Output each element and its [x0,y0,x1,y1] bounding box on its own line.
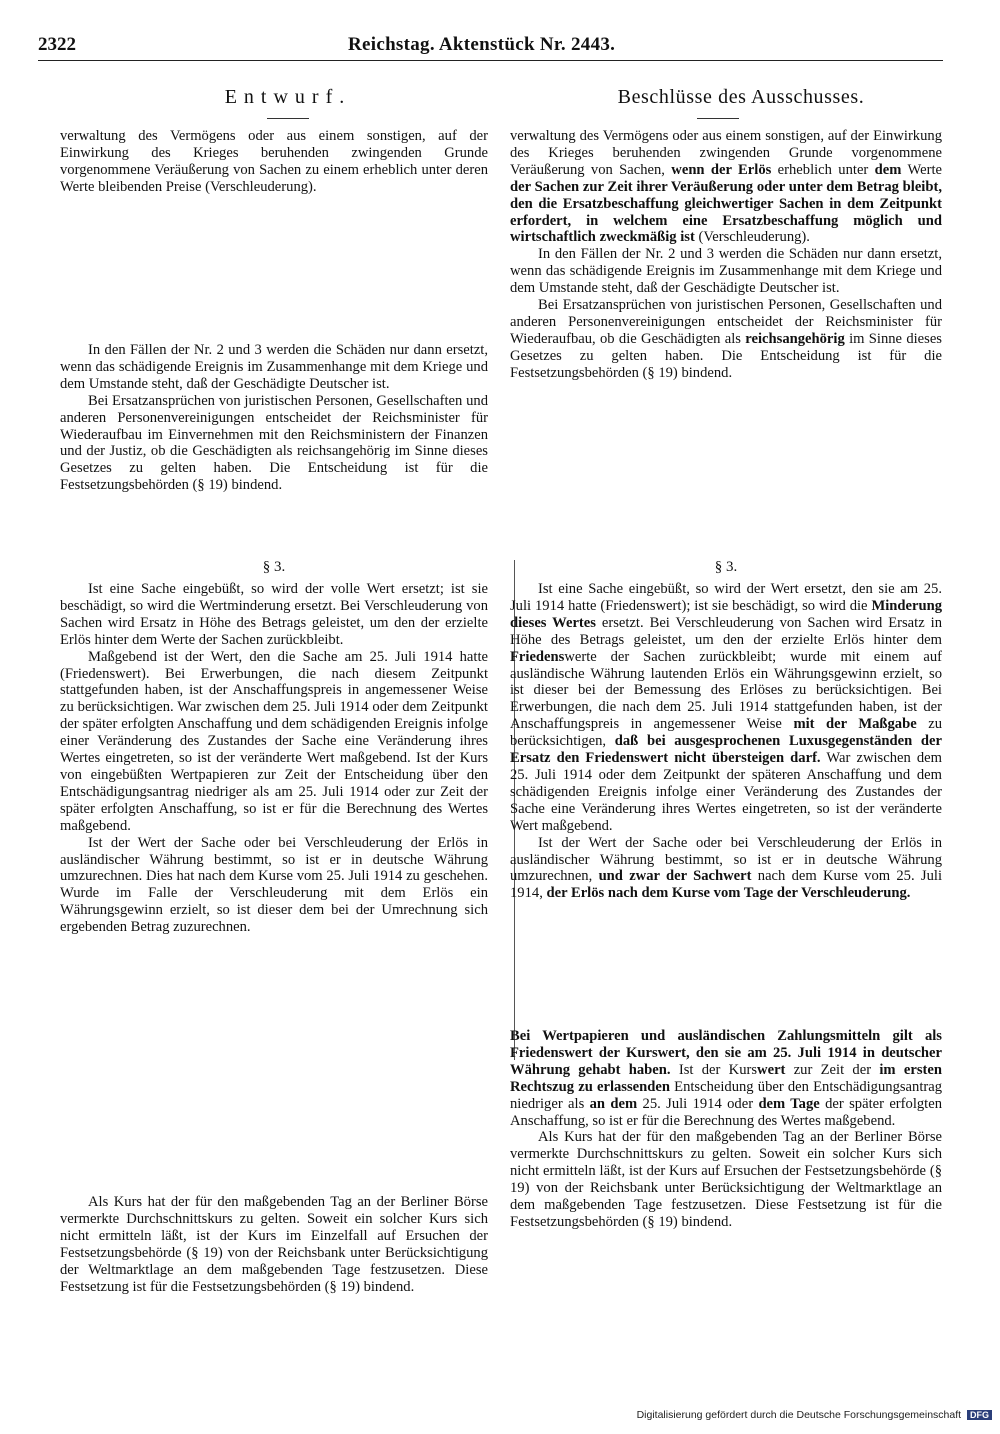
left-p1-text: verwaltung des Vermögens oder aus einem sonstigen, auf der Einwirkung des Krieges beruhenden zwingenden Grunde vorgenommene Veräußerung von Sachen zu einem erheblich unter deren Werte bleibenden Preise (Verschleuderung). [60,128,488,195]
right-p6-h: 25. Juli 1914 oder [642,1095,754,1112]
right-p5-d: der Erlös nach dem Kurse vom Tage der Verschleuderung. [546,885,911,902]
page-header [38,30,638,62]
right-p2-text: In den Fällen der Nr. 2 und 3 werden die Schäden nur dann ersetzt, wenn das schädigende Ereignis im Zusammenhange mit dem Kriege und dem Umstande steht, daß der Geschädigte Deutscher ist. [510,246,942,297]
right-p6-a: Bei Wertpapieren und ausländischen Zahlungsmitteln gilt als Friedenswert der Kurswert, den sie am 25. Juli 1914 in deutscher Währung gehabt haben. [510,1028,942,1078]
right-p1-a: verwaltung des Vermögens oder aus einem sonstigen, auf der Einwirkung des Krieges beruhenden zwingenden Grunde vorgenommene Veräußerung von Sachen, [510,128,942,178]
right-paragraph-6 [510,1028,942,1231]
right-p1-g: (Verschleuderung). [698,229,810,246]
right-p6-b: Ist der Kurs [678,1061,758,1078]
right-p5-b: und zwar der Sachwert [598,868,752,885]
page-number: 2322 [38,34,76,55]
right-p1-e: Werte [907,161,942,178]
right-section-heading: § 3. [714,559,738,575]
left-p2-text: In den Fällen der Nr. 2 und 3 werden die Schäden nur dann ersetzt, wenn das schädigende Ereignis im Zusammenhange mit dem Kriege und dem Umstande steht, daß der Geschädigte Deutscher ist. [60,342,488,392]
left-p7-text: Als Kurs hat der für den maßgebenden Tag an der Berliner Börse vermerkte Durchschnittskurs zu gelten. Soweit ein solcher Kurs sich nicht ermitteln läßt, ist der Kurs im Einzelfall auf Ersuchen der Festsetzungsbehörde (§ 19) von der Reichsbank unter Berücksichtigung der Weltmarktlage an dem maßgebenden Tage festzusetzen. Diese Festsetzung ist für die Festsetzungsbehörden (§ 19) bindend. [60,1194,488,1295]
footer-credit [600,1409,992,1421]
right-p3-a: Bei Ersatzansprüchen von juristischen Personen, Gesellschaften und anderen Personenvereinigungen entscheidet der Reichsminister für Wiederaufbau, ob die Geschädigten als [510,297,942,347]
right-p1-c: erheblich unter [777,161,869,178]
header-rule [38,60,943,61]
right-p5 [510,835,942,903]
right-p1-d: dem [874,161,902,178]
right-p6-c: wert [757,1061,786,1078]
right-title-rule [697,118,739,119]
right-p4-a: Ist eine Sache eingebüßt, so wird der Wert ersetzt, den sie am 25. Juli 1914 hatte (Friedenswert); ist sie beschädigt, so wird die [510,581,942,614]
right-paragraph-1 [510,128,942,382]
right-p4-g: zu berücksichtigen, [510,716,942,750]
right-p4-i: War zwischen dem 25. Juli 1914 oder dem Zeitpunkt der späteren Anschaffung und dem schädigenden Ereignis infolge einer Veränderung des Zustandes der Sache eine Veränderung ihres Wertes eingetreten, so ist der veränderte Wert maßgebend. [510,750,942,834]
dfg-logo: DFG [967,1410,992,1420]
left-p4-text: Ist eine Sache eingebüßt, so wird der volle Wert ersetzt; ist sie beschädigt, so wird die Wertminderung ersetzt. Bei Verschleuderung von Sachen wird Ersatz in Höhe des Betrags geleistet, um den der erzielte Erlös hinter dem Werte der Sachen zurückbleibt. [60,581,488,648]
left-paragraph-1 [60,128,488,196]
right-p3 [510,297,942,382]
right-column-title: Beschlüsse des Ausschusses. [617,86,865,108]
left-p3-text: Bei Ersatzansprüchen von juristischen Personen, Gesellschaften und anderen Personenvereinigungen entscheidet der Reichsminister für Wiederaufbau im Einvernehmen mit den Reichsministern der Finanzen und der Justiz, ob die Geschädigten als reichsangehörig im Sinne dieses Gesetzes zu gelten haben. Die Entscheidung ist für die Festsetzungsbehörden (§ 19) bindend. [60,392,488,494]
footer-credit-text: Digitalisierung gefördert durch die Deutsche Forschungsgemeinschaft [636,1409,962,1421]
right-p4-d: Friedens [510,648,565,665]
left-paragraph-2 [60,342,488,494]
running-title: Reichstag. Aktenstück Nr. 2443. [348,34,616,55]
right-p5-a: Ist der Wert der Sache oder bei Verschleuderung der Erlös in ausländischer Währung bestimmt, so ist er in deutsche Währung umzurechnen, [510,834,942,885]
right-p6-f: Entscheidung über den Entschädigungsantrag niedriger als [510,1078,943,1112]
right-p4-f: mit der Maßgabe [793,716,917,733]
right-p3-c: im Sinne dieses Gesetzes zu gelten haben. Die Entscheidung ist für die Festsetzungsbehörden (§ 19) bindend. [510,330,942,381]
right-p4-h: daß bei ausgesprochenen Luxusgegenständen der Ersatz den Friedenswert nicht übersteigen darf. [510,733,942,767]
right-p4-e: werte der Sachen zurückbleibt; wurde mit einem auf ausländische Währung lautenden Erlös ein Währungsgewinn erzielt, so ist dieser bei der Bemessung des Erlöses zu berücksichtigen. Bei Erwerbungen, die nach dem 25. Juli 1914 stattgefunden haben, ist der Anschaffungspreis in angemessener Weise [510,648,942,733]
left-section-heading: § 3. [262,559,286,575]
right-paragraph-4 [510,581,942,902]
right-p4 [510,581,942,835]
right-p4-c: ersetzt. Bei Verschleuderung von Sachen wird Ersatz in Höhe des Betrags geleistet, um den der erzielte Erlös hinter dem [510,614,942,648]
left-title-rule [267,118,309,119]
right-p6-d: zur Zeit der [793,1061,872,1078]
right-p1-b: wenn der Erlös [671,161,772,178]
right-p1 [510,128,942,246]
left-paragraph-4 [60,581,488,936]
left-paragraph-7 [60,1194,488,1295]
right-p1-f: der Sachen zur Zeit ihrer Veräußerung oder unter dem Betrag bleibt, den die Ersatzbeschaffung gleichwertiger Sachen in dem Zeitpunkt erfordert, in welchem eine Ersatzbeschaffung möglich und wirtschaftlich zweckmäßig ist [510,178,942,246]
right-p7-text: Als Kurs hat der für den maßgebenden Tag an der Berliner Börse vermerkte Durchschnittskurs zu gelten. Soweit ein solcher Kurs sich nicht ermitteln läßt, ist der Kurs auf Ersuchen der Festsetzungsbehörde (§ 19) von der Reichsbank unter Berücksichtigung der Weltmarktlage an dem maßgebenden Tage festzusetzen. Diese Festsetzung ist für die Festsetzungsbehörden (§ 19) bindend. [510,1129,942,1230]
right-p6 [510,1028,942,1129]
left-p6-text: Ist der Wert der Sache oder bei Verschleuderung der Erlös in ausländischer Währung bestimmt, so ist er in deutsche Währung umzurechnen. Dies hat nach dem Kurse vom 25. Juli 1914 zu geschehen. Wurde im Falle der Verschleuderung mit dem Erlös ein Währungsgewinn erzielt, so ist dieser dem bei der Umrechnung sich ergebenden Betrag zuzurechnen. [60,834,488,936]
right-p6-i: dem Tage [758,1095,820,1112]
left-column-title: Entwurf. [224,86,352,108]
right-p6-g: an dem [589,1095,638,1112]
right-p5-c: nach dem Kurse vom 25. Juli 1914, [510,868,942,902]
right-p4-b: Minderung dieses Wertes [510,597,943,631]
right-p3-b: reichsangehörig [745,330,845,347]
right-p6-j: der später erfolgten Anschaffung, so ist er für die Berechnung des Wertes maßgebend. [510,1095,943,1129]
right-p6-e: im ersten Rechtszug zu erlassenden [510,1061,942,1095]
left-p5-text: Maßgebend ist der Wert, den die Sache am 25. Juli 1914 hatte (Friedenswert). Bei Erwerbungen, die nach diesem Zeitpunkt stattgefunden haben, ist der Anschaffungspreis in angemessener Weise zu berücksichtigen. War zwischen dem 25. Juli 1914 oder dem Zeitpunkt der später erfolgten Anschaffung und dem schädigenden Ereignis infolge einer Veränderung des Zustandes der Sache eine Veränderung ihres Wertes eingetreten, so ist der veränderte Wert maßgebend. Ist der Kurs von eingebüßten Wertpapieren zur Zeit der Entscheidung über den Entschädigungsantrag niedriger als am 25. Juli 1914 oder zur Zeit der später erfolgten Anschaffung, so ist er für die Berechnung des Wertes maßgebend. [60,648,488,834]
